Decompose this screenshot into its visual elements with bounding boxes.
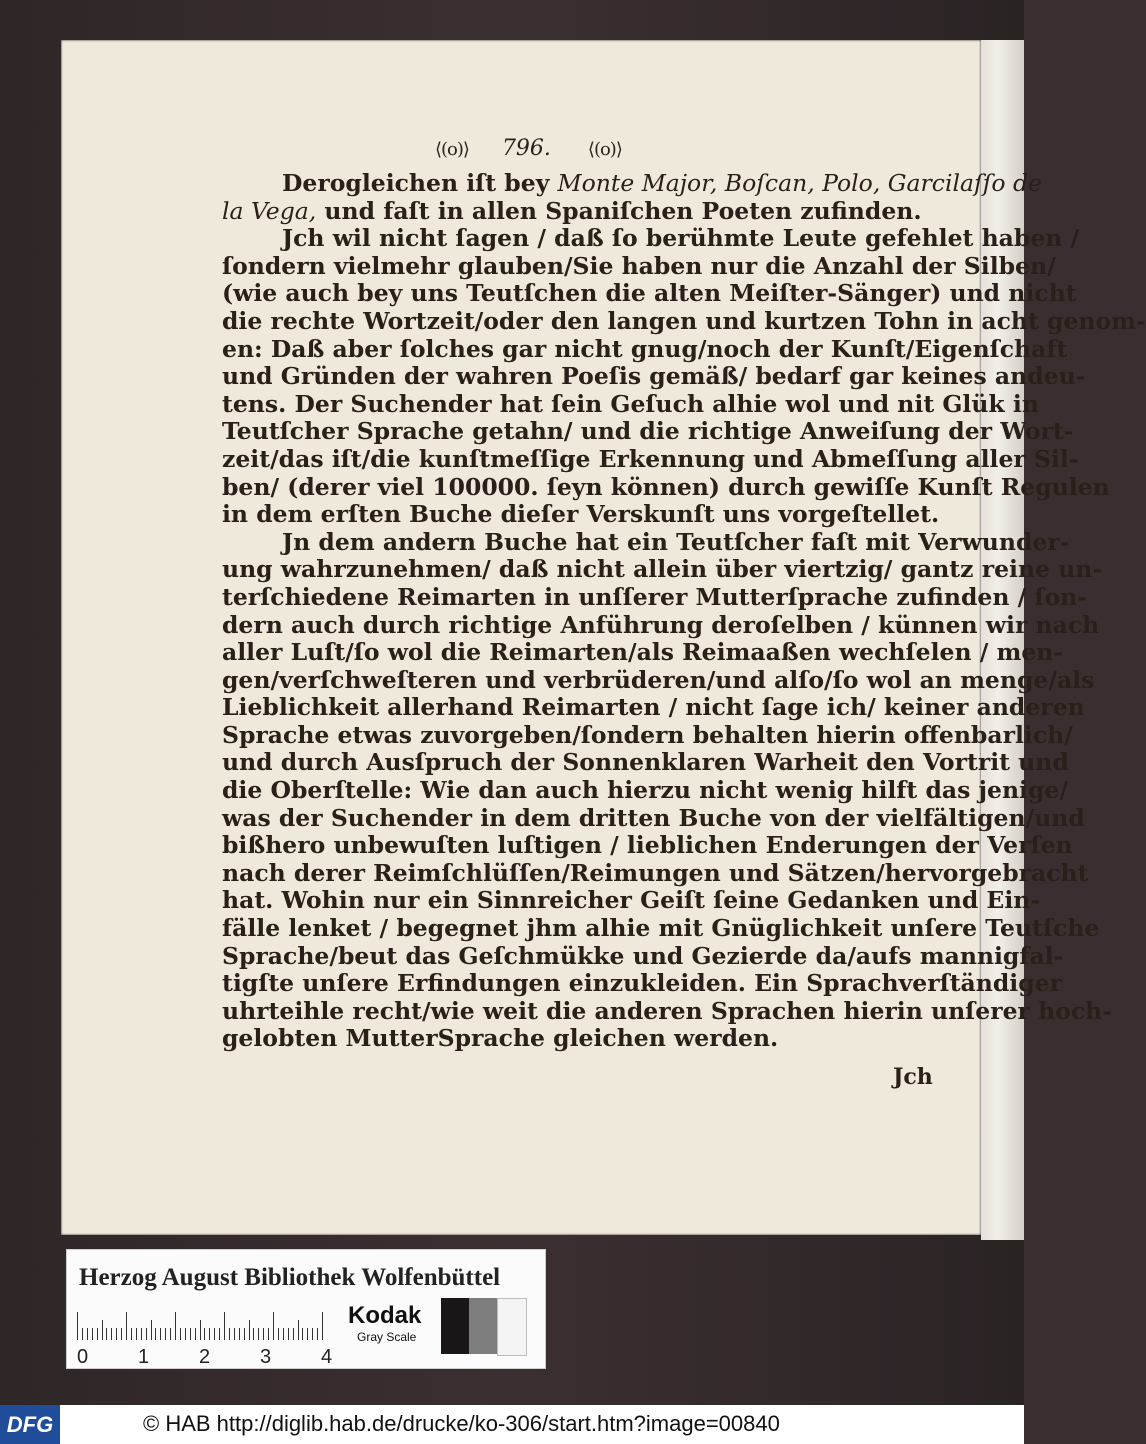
ruler-number: 4 xyxy=(321,1346,333,1368)
gray-swatch xyxy=(469,1298,497,1354)
ruler-tick xyxy=(293,1328,294,1340)
ruler-tick xyxy=(160,1328,161,1340)
ruler-tick xyxy=(209,1328,210,1340)
text-line: ung wahrzunehmen/ daß nicht allein über viertzig/ gantz reine un- xyxy=(222,555,1103,584)
footer-bar xyxy=(0,1405,1024,1444)
ruler-tick xyxy=(180,1328,181,1340)
ruler-tick xyxy=(298,1320,299,1340)
institution-name: Herzog August Bibliothek Wolfenbüttel xyxy=(79,1264,501,1291)
ruler-number: 1 xyxy=(138,1346,150,1368)
ruler-tick xyxy=(302,1328,303,1340)
page-header xyxy=(435,136,705,162)
ruler-tick xyxy=(116,1328,117,1340)
text-line: tens. Der Suchender hat ſein Geſuch alhie wol und nit Glük in xyxy=(222,389,1039,418)
ruler-tick xyxy=(190,1328,191,1340)
ruler-number: 0 xyxy=(77,1346,89,1368)
text-line: aller Luſt/ſo wol die Reimarten/als Reimaaßen wechſelen / men- xyxy=(222,638,1064,667)
text-line: ben/ (derer viel 100000. ſeyn können) durch gewiſſe Kunſt Regulen xyxy=(222,472,1110,501)
ruler-tick xyxy=(121,1328,122,1340)
ruler-tick xyxy=(288,1328,289,1340)
black-swatch xyxy=(441,1298,469,1354)
ruler xyxy=(77,1310,332,1340)
ruler-tick xyxy=(224,1312,225,1340)
ruler-tick xyxy=(239,1328,240,1340)
text-line: terſchiedene Reimarten in unſſerer Mutterſprache zufinden / ſon- xyxy=(222,582,1088,611)
text-line: (wie auch bey uns Teutſchen die alten Meiſter-Sänger) und nicht xyxy=(222,279,1077,308)
ruler-tick xyxy=(106,1328,107,1340)
text-line: gen/verſchweſteren und verbrüderen/und alſo/ſo wol an menge/als xyxy=(222,665,1095,694)
ruler-tick xyxy=(77,1312,78,1340)
ruler-tick xyxy=(195,1328,196,1340)
text-line: Jch wil nicht ſagen / daß ſo berühmte Leute gefehlet haben / xyxy=(282,224,1080,253)
text-line: la Vega, und faſt in allen Spaniſchen Poeten zufinden. xyxy=(222,196,922,225)
text-line: bißhero unbewuſten luſtigen / lieblichen Enderungen der Verſen xyxy=(222,831,1073,860)
ruler-tick xyxy=(151,1320,152,1340)
ruler-tick xyxy=(126,1312,127,1340)
text-line: Jn dem andern Buche hat ein Teutſcher faſt mit Verwunder- xyxy=(282,527,1070,556)
header-ornament-left: ⟨(o)⟩ xyxy=(435,139,469,160)
white-swatch xyxy=(497,1298,527,1356)
ruler-tick xyxy=(322,1312,323,1340)
text-line: und Gründen der wahren Poeſis gemäß/ bedarf gar keines andeu- xyxy=(222,362,1086,391)
kodak-logo: Kodak xyxy=(348,1302,422,1329)
ruler-tick xyxy=(92,1328,93,1340)
text-line: Lieblichkeit allerhand Reimarten / nicht ſage ich/ keiner anderen xyxy=(222,693,1085,722)
text-line: hat. Wohin nur ein Sinnreicher Geiſt ſeine Gedanken und Ein- xyxy=(222,886,1041,915)
text-line: nach derer Reimſchlüſſen/Reimungen und Sätzen/hervorgebracht xyxy=(222,858,1089,887)
catchword: Jch xyxy=(893,1064,933,1090)
ruler-tick xyxy=(229,1328,230,1340)
ruler-tick xyxy=(283,1328,284,1340)
text-line: ſondern vielmehr glauben/Sie haben nur die Anzahl der Silben/ xyxy=(222,251,1056,280)
ruler-tick xyxy=(317,1328,318,1340)
text-line: zeit/das iſt/die kunſtmeſſige Erkennung und Abmeſſung aller Sil- xyxy=(222,444,1079,473)
dfg-logo: DFG xyxy=(0,1405,60,1444)
page-number: 796. xyxy=(501,136,551,161)
ruler-tick xyxy=(131,1328,132,1340)
ruler-tick xyxy=(136,1328,137,1340)
text-line: was der Suchender in dem dritten Buche von der vielfältigen/und xyxy=(222,803,1085,832)
text-line: Sprache etwas zuvorgeben/ſondern behalten hierin offenbarlich/ xyxy=(222,720,1073,749)
ruler-tick xyxy=(307,1328,308,1340)
ruler-tick xyxy=(273,1312,274,1340)
ruler-tick xyxy=(278,1328,279,1340)
ruler-tick xyxy=(263,1328,264,1340)
ruler-tick xyxy=(185,1328,186,1340)
ruler-tick xyxy=(219,1328,220,1340)
ruler-tick xyxy=(97,1328,98,1340)
ruler-numbers xyxy=(77,1346,347,1368)
ruler-tick xyxy=(141,1328,142,1340)
ruler-tick xyxy=(268,1328,269,1340)
text-line: en: Daß aber ſolches gar nicht gnug/noch der Kunſt/Eigenſchaft xyxy=(222,334,1068,363)
color-target-card xyxy=(66,1249,546,1369)
text-line: gelobten MutterSprache gleichen werden. xyxy=(222,1024,779,1053)
ruler-tick xyxy=(204,1328,205,1340)
ruler-tick xyxy=(111,1328,112,1340)
ruler-tick xyxy=(253,1328,254,1340)
ruler-tick xyxy=(87,1328,88,1340)
text-line: uhrteihle recht/wie weit die anderen Sprachen hierin unſerer hoch- xyxy=(222,996,1113,1025)
ruler-tick xyxy=(82,1328,83,1340)
text-line: Derogleichen iſt bey Monte Major, Boſcan, Polo, Garcilaſſo de xyxy=(282,169,1042,197)
ruler-tick xyxy=(312,1328,313,1340)
ruler-tick xyxy=(258,1328,259,1340)
header-ornament-right: ⟨(o)⟩ xyxy=(587,139,622,160)
ruler-tick xyxy=(200,1320,201,1340)
ruler-tick xyxy=(165,1328,166,1340)
text-line: und durch Ausſpruch der Sonnenklaren Warheit den Vortrit und xyxy=(222,748,1069,777)
text-line: tigſte unſere Erfindungen einzukleiden. Ein Sprachverſtändiger xyxy=(222,969,1062,998)
ruler-tick xyxy=(170,1328,171,1340)
ruler-number: 3 xyxy=(260,1346,272,1368)
gray-scale-label: Gray Scale xyxy=(357,1330,417,1344)
ruler-tick xyxy=(249,1320,250,1340)
copyright-link[interactable]: © HAB http://diglib.hab.de/drucke/ko-306/start.htm?image=00840 xyxy=(143,1411,780,1436)
ruler-tick xyxy=(244,1328,245,1340)
text-line: in dem erſten Buche dieſer Verskunſt uns vorgeſtellet. xyxy=(222,500,940,529)
text-line: die Oberſtelle: Wie dan auch hierzu nicht wenig hilft das jenige/ xyxy=(222,776,1068,805)
ruler-tick xyxy=(234,1328,235,1340)
text-line: dern auch durch richtige Anführung deroſelben / künnen wir nach xyxy=(222,610,1100,639)
body-text xyxy=(222,169,1146,1080)
ruler-tick xyxy=(214,1328,215,1340)
text-line: fälle lenket / begegnet jhm alhie mit Gnüglichkeit unſere Teutſche xyxy=(222,914,1100,943)
ruler-tick xyxy=(146,1328,147,1340)
ruler-number: 2 xyxy=(199,1346,211,1368)
ruler-tick xyxy=(175,1312,176,1340)
ruler-tick xyxy=(102,1320,103,1340)
text-line: die rechte Wortzeit/oder den langen und kurtzen Tohn in acht genom- xyxy=(222,306,1146,335)
text-line: Teutſcher Sprache getahn/ und die richtige Anweiſung der Wort- xyxy=(222,417,1074,446)
ruler-tick xyxy=(155,1328,156,1340)
text-line: Sprache/beut das Geſchmükke und Gezierde da/aufs mannigfal- xyxy=(222,941,1064,970)
